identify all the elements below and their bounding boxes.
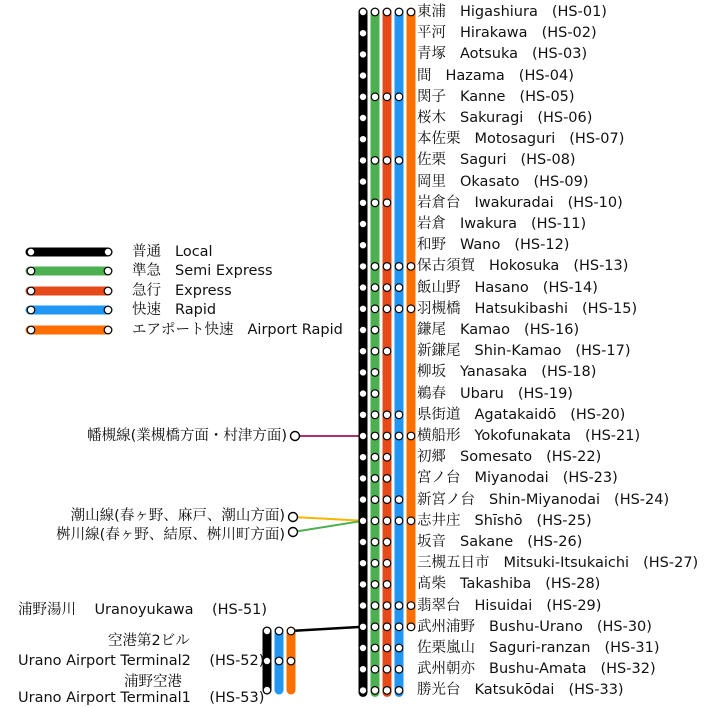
stop-marker [383, 644, 391, 652]
stop-marker [359, 432, 367, 440]
stop-marker [395, 644, 403, 652]
branch-line-masukawa [293, 521, 363, 532]
legend-en: Semi Express [175, 263, 273, 279]
station-en: Hatsukibashi [474, 300, 569, 317]
station-label [417, 236, 569, 254]
legend-item [132, 282, 232, 300]
urano-station-ja: 浦野湯川 [18, 602, 76, 618]
station-label [417, 639, 660, 657]
station-ja: 鎌尾 [417, 322, 446, 338]
station-label [417, 406, 625, 424]
branch-label-hatsuki: 幡槻線(業槻橋方面・村津方面) [87, 428, 287, 444]
station-ja: 翡翠台 [417, 597, 461, 614]
stop-marker [359, 157, 367, 165]
stop-marker [359, 241, 367, 249]
station-ja: 東浦 [417, 4, 446, 20]
station-en: Miyanodai [474, 470, 549, 487]
stop-marker [371, 390, 379, 398]
urano-station-en: Urano Airport Terminal2 [18, 653, 191, 669]
station-en: Sakuragi [460, 110, 524, 126]
stop-marker [407, 305, 415, 313]
stop-marker [395, 432, 403, 440]
station-code: (HS-10) [567, 194, 623, 211]
stop-marker [359, 263, 367, 271]
stop-marker [359, 559, 367, 567]
station-ja: 岩倉台 [417, 194, 461, 211]
station-label [417, 597, 601, 615]
stop-marker [383, 284, 391, 292]
station-label [417, 427, 640, 445]
station-label [417, 109, 592, 127]
station-code: (HS-21) [585, 428, 641, 444]
station-label [417, 575, 600, 593]
station-code: (HS-06) [537, 110, 593, 126]
legend-swatch-end [27, 326, 35, 334]
stop-marker [383, 157, 391, 165]
stop-marker [395, 305, 403, 313]
stop-marker [395, 93, 403, 101]
station-en: Shīshō [474, 512, 523, 529]
station-label [417, 88, 575, 106]
station-en: Wano [460, 237, 501, 254]
station-ja: 岩倉 [417, 216, 446, 232]
station-ja: 関子 [417, 88, 446, 105]
legend-en: Express [175, 283, 232, 299]
station-code: (HS-11) [531, 216, 587, 232]
stop-marker [371, 93, 379, 101]
station-code: (HS-01) [551, 4, 607, 20]
urano-stop-marker [263, 627, 271, 635]
station-code: (HS-22) [546, 449, 602, 466]
legend-ja: 準急 [132, 263, 161, 279]
legend-item [132, 262, 273, 280]
legend-swatch-end [27, 267, 35, 275]
branch-end-shioyama [289, 513, 298, 522]
stop-marker [395, 665, 403, 673]
legend-swatch-end [27, 287, 35, 295]
station-ja: 岡里 [417, 173, 446, 190]
stop-marker [383, 8, 391, 16]
urano-station-code: (HS-53) [209, 690, 265, 706]
stop-marker [371, 687, 379, 695]
stop-marker [395, 8, 403, 16]
urano-station-code: (HS-51) [211, 602, 268, 618]
station-code: (HS-19) [517, 385, 573, 402]
station-code: (HS-05) [519, 88, 575, 105]
stop-marker [371, 432, 379, 440]
urano-station-code: (HS-52) [209, 653, 265, 669]
stop-marker [371, 644, 379, 652]
stop-marker [371, 326, 379, 334]
station-en: Somesato [460, 449, 533, 466]
station-en: Katsukōdai [474, 682, 555, 699]
station-code: (HS-29) [546, 597, 602, 614]
urano-station-hs52 [18, 652, 264, 670]
station-label [417, 469, 618, 487]
station-ja: 坂音 [417, 534, 446, 550]
station-code: (HS-32) [600, 661, 656, 678]
station-ja: 佐栗 [417, 152, 446, 169]
stop-marker [359, 538, 367, 546]
stop-marker [383, 411, 391, 419]
station-label [417, 300, 637, 318]
stop-marker [407, 623, 415, 631]
stop-marker [359, 284, 367, 292]
station-ja: 三槻五日市 [417, 555, 490, 572]
station-code: (HS-02) [541, 25, 597, 42]
station-label [417, 130, 624, 148]
station-label [417, 321, 579, 339]
station-label [417, 533, 582, 551]
station-code: (HS-16) [524, 322, 580, 338]
branch-label-shioyama: 潮山線(春ヶ野、麻戸、潮山方面) [70, 508, 285, 524]
urano-station-hs53-ja: 浦野空港 [124, 674, 182, 690]
stop-marker [383, 453, 391, 461]
legend-swatch-end [104, 248, 112, 256]
legend-item [132, 301, 216, 319]
legend-swatch-end [27, 306, 35, 314]
station-label [417, 45, 587, 63]
station-label [417, 363, 596, 381]
station-label [417, 491, 669, 509]
station-ja: 新鎌尾 [417, 343, 461, 360]
station-label [417, 554, 698, 572]
station-en: Aotsuka [460, 46, 518, 63]
stop-marker [359, 517, 367, 525]
legend-ja: 快速 [132, 302, 161, 318]
station-ja: 青塚 [417, 46, 446, 63]
urano-branch-connector [290, 627, 363, 631]
stop-marker [371, 347, 379, 355]
station-ja: 桜木 [417, 110, 446, 126]
stop-marker [407, 432, 415, 440]
station-label [417, 215, 586, 233]
station-label [417, 681, 624, 699]
station-ja: 横船形 [417, 428, 461, 444]
station-label [417, 24, 597, 42]
station-ja: 髙柴 [417, 576, 446, 593]
stop-marker [359, 665, 367, 673]
station-en: Takashiba [460, 576, 532, 593]
stop-marker [383, 347, 391, 355]
stop-marker [383, 475, 391, 483]
stop-marker [359, 581, 367, 589]
stop-marker [359, 496, 367, 504]
stop-marker [383, 93, 391, 101]
stop-marker [371, 305, 379, 313]
stop-marker [383, 687, 391, 695]
station-en: Ubaru [460, 385, 504, 402]
stop-marker [395, 284, 403, 292]
stop-marker [359, 8, 367, 16]
station-ja: 志井庄 [417, 512, 461, 529]
station-code: (HS-24) [614, 491, 670, 508]
stop-marker [395, 157, 403, 165]
legend-item [132, 243, 213, 261]
station-ja: 羽槻橋 [417, 300, 461, 317]
stop-marker [359, 687, 367, 695]
stop-marker [359, 326, 367, 334]
legend-item [132, 321, 343, 339]
stop-marker [371, 602, 379, 610]
station-code: (HS-28) [545, 576, 601, 593]
station-en: Agatakaidō [474, 406, 557, 423]
station-code: (HS-04) [518, 67, 574, 84]
stop-marker [407, 263, 415, 271]
station-label [417, 385, 573, 403]
station-en: Iwakura [460, 216, 518, 232]
stop-marker [359, 114, 367, 122]
stop-marker [371, 581, 379, 589]
stop-marker [383, 623, 391, 631]
station-code: (HS-27) [643, 555, 699, 572]
stop-marker [359, 369, 367, 377]
station-code: (HS-14) [542, 279, 598, 296]
station-label [417, 660, 656, 678]
station-ja: 鵜春 [417, 385, 446, 402]
urano-station-en: Urano Airport Terminal1 [18, 690, 191, 706]
stop-marker [359, 390, 367, 398]
station-code: (HS-26) [527, 534, 583, 550]
station-ja: 本佐栗 [417, 131, 461, 148]
station-en: Hasano [474, 279, 529, 296]
station-label [417, 618, 652, 636]
stop-marker [383, 517, 391, 525]
station-label [417, 173, 589, 191]
station-label [417, 257, 628, 275]
station-en: Saguri [460, 152, 507, 169]
urano-stop-marker [275, 627, 283, 635]
station-en: Hisuidai [474, 597, 533, 614]
station-code: (HS-33) [568, 682, 624, 699]
station-code: (HS-03) [532, 46, 588, 63]
station-code: (HS-07) [569, 131, 625, 148]
stop-marker [371, 369, 379, 377]
stop-marker [371, 8, 379, 16]
stop-marker [359, 644, 367, 652]
urano-stop-marker [275, 657, 283, 665]
legend-en: Rapid [175, 302, 217, 318]
station-en: Shin-Kamao [474, 343, 562, 360]
station-code: (HS-08) [520, 152, 576, 169]
stop-marker [371, 157, 379, 165]
stop-marker [359, 135, 367, 143]
station-en: Kamao [460, 322, 511, 338]
station-label [417, 151, 576, 169]
legend-swatch-end [104, 267, 112, 275]
station-ja: 県街道 [417, 406, 461, 423]
station-en: Saguri-ranzan [489, 640, 591, 656]
station-label [417, 67, 574, 85]
station-en: Iwakuradai [474, 194, 554, 211]
urano-stop-marker [287, 627, 295, 635]
urano-station-hs51 [18, 601, 267, 619]
station-en: Yanasaka [460, 364, 528, 381]
stop-marker [359, 475, 367, 483]
station-label [417, 512, 592, 530]
legend-ja: エアポート快速 [132, 322, 234, 338]
stop-marker [371, 263, 379, 271]
station-label [417, 194, 623, 212]
station-en: Hokosuka [489, 258, 560, 275]
stop-marker [371, 475, 379, 483]
stop-marker [383, 305, 391, 313]
stop-marker [359, 305, 367, 313]
station-code: (HS-30) [596, 618, 652, 635]
station-code: (HS-25) [536, 512, 592, 529]
stop-marker [359, 347, 367, 355]
stop-marker [371, 623, 379, 631]
urano-station-hs52-ja: 空港第2ビル [108, 633, 190, 649]
station-ja: 柳坂 [417, 364, 446, 381]
branch-end-masukawa [289, 528, 298, 537]
stop-marker [383, 538, 391, 546]
urano-station-en: Uranoyukawa [94, 602, 194, 618]
stop-marker [359, 178, 367, 186]
stop-marker [383, 432, 391, 440]
stop-marker [359, 93, 367, 101]
station-code: (HS-15) [582, 300, 638, 317]
station-code: (HS-12) [514, 237, 570, 254]
stop-marker [371, 453, 379, 461]
station-ja: 佐栗嵐山 [417, 640, 475, 656]
stop-marker [359, 29, 367, 37]
station-ja: 武州浦野 [417, 618, 475, 635]
station-ja: 宮ノ台 [417, 470, 461, 487]
stop-marker [371, 496, 379, 504]
stop-marker [395, 687, 403, 695]
station-ja: 勝光台 [417, 682, 461, 699]
station-code: (HS-18) [541, 364, 597, 381]
station-en: Kanne [460, 88, 506, 105]
stop-marker [395, 411, 403, 419]
stop-marker [371, 665, 379, 673]
stop-marker [359, 623, 367, 631]
legend-swatch-end [104, 287, 112, 295]
station-code: (HS-17) [575, 343, 631, 360]
station-en: Motosaguri [474, 131, 556, 148]
station-en: Yokofunakata [474, 428, 572, 444]
stop-marker [359, 72, 367, 80]
station-label [417, 279, 598, 297]
station-code: (HS-13) [573, 258, 629, 275]
station-ja: 平河 [417, 25, 446, 42]
stop-marker [359, 199, 367, 207]
stop-marker [371, 538, 379, 546]
station-en: Shin-Miyanodai [489, 491, 601, 508]
stop-marker [407, 517, 415, 525]
station-en: Okasato [460, 173, 520, 190]
station-en: Bushu-Amata [489, 661, 587, 678]
stop-marker [359, 220, 367, 228]
station-en: Higashiura [460, 4, 538, 20]
legend-swatch-end [104, 306, 112, 314]
stop-marker [359, 453, 367, 461]
station-code: (HS-09) [533, 173, 589, 190]
stop-marker [371, 559, 379, 567]
stop-marker [371, 517, 379, 525]
stop-marker [371, 411, 379, 419]
stop-marker [407, 8, 415, 16]
stop-marker [383, 559, 391, 567]
station-label [417, 342, 630, 360]
stop-marker [359, 51, 367, 59]
station-code: (HS-20) [570, 406, 626, 423]
station-en: Sakane [460, 534, 514, 550]
station-code: (HS-23) [562, 470, 618, 487]
stop-marker [383, 581, 391, 589]
stop-marker [407, 602, 415, 610]
station-ja: 保古須賀 [417, 258, 475, 275]
branch-line-shioyama [293, 517, 363, 521]
legend-swatch-end [104, 326, 112, 334]
stop-marker [359, 411, 367, 419]
station-ja: 飯山野 [417, 279, 461, 296]
stop-marker [395, 263, 403, 271]
stop-marker [395, 623, 403, 631]
station-ja: 武州朝亦 [417, 661, 475, 678]
station-en: Bushu-Urano [489, 618, 583, 635]
stop-marker [395, 517, 403, 525]
station-ja: 和野 [417, 237, 446, 254]
station-en: Mitsuki-Itsukaichi [503, 555, 630, 572]
stop-marker [383, 496, 391, 504]
station-label [417, 3, 607, 21]
stop-marker [395, 602, 403, 610]
legend-ja: 普通 [132, 244, 161, 260]
branch-end-hatsuki [291, 432, 300, 441]
legend-swatch-end [27, 248, 35, 256]
station-ja: 新宮ノ台 [417, 491, 475, 508]
stop-marker [359, 602, 367, 610]
station-code: (HS-31) [604, 640, 660, 656]
station-label [417, 448, 601, 466]
urano-stop-marker [287, 657, 295, 665]
stop-marker [371, 284, 379, 292]
urano-station-hs53 [18, 689, 264, 707]
stop-marker [383, 665, 391, 673]
stop-marker [383, 199, 391, 207]
legend-en: Local [175, 244, 213, 260]
station-en: Hirakawa [460, 25, 528, 42]
legend-ja: 急行 [132, 283, 161, 299]
stop-marker [371, 199, 379, 207]
station-ja: 間 [417, 67, 432, 84]
stop-marker [395, 496, 403, 504]
stop-marker [383, 263, 391, 271]
branch-label-masukawa: 桝川線(春ヶ野、結原、桝川町方面) [56, 527, 285, 543]
station-en: Hazama [445, 67, 505, 84]
legend-en: Airport Rapid [247, 322, 343, 338]
stop-marker [383, 602, 391, 610]
station-ja: 初郷 [417, 449, 446, 466]
